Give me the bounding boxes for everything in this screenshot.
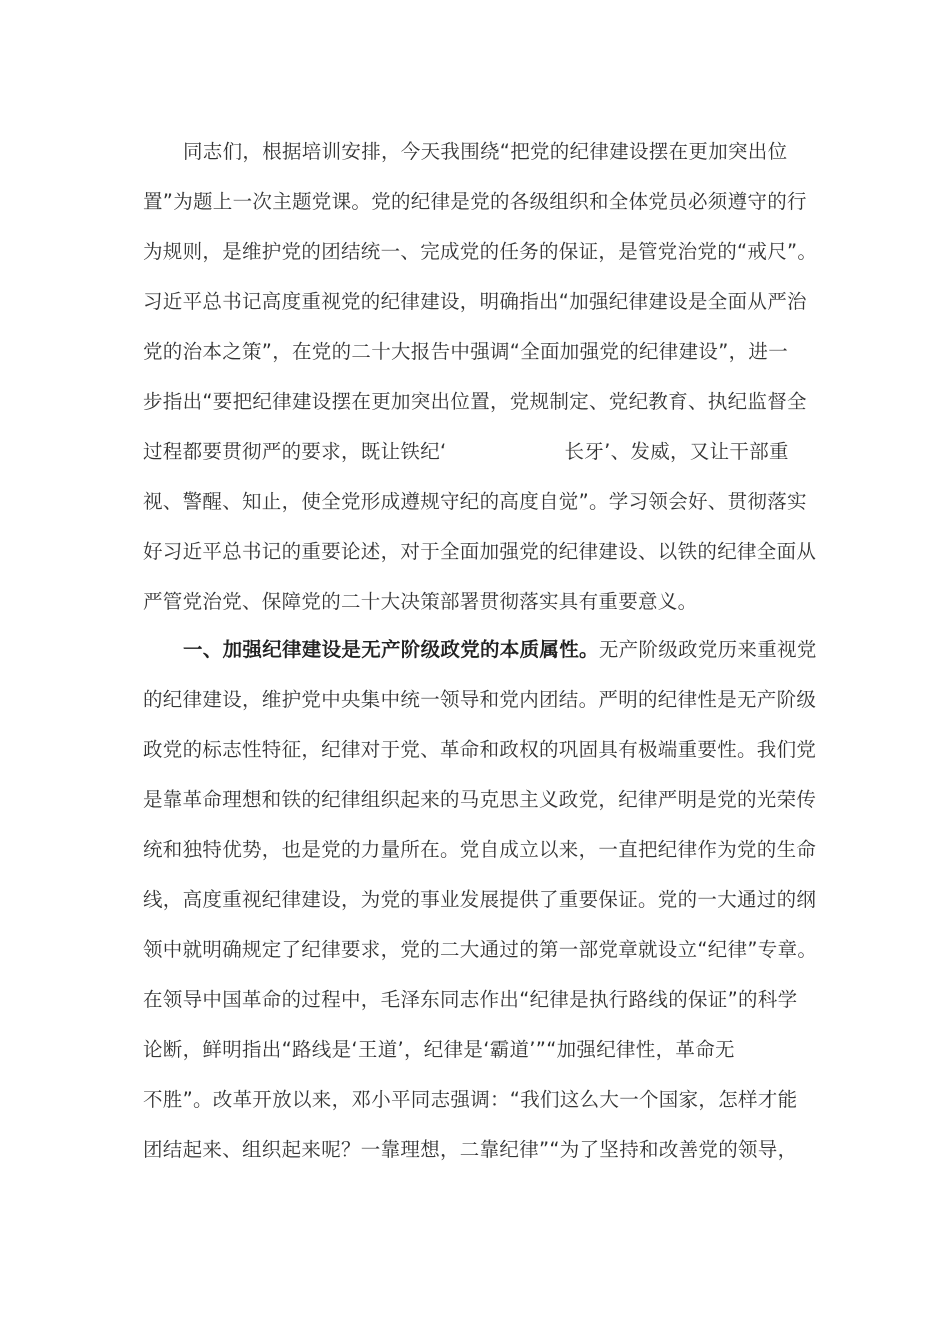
paragraph-section-one xyxy=(143,625,818,1175)
text-line xyxy=(143,427,808,477)
text-line: 线，高度重视纪律建设，为党的事业发展提供了重要保证。党的一大通过的纲 xyxy=(143,888,817,911)
text-line: 领中就明确规定了纪律要求，党的二大通过的第一部党章就设立“纪律”专章。 xyxy=(143,938,818,961)
text-segment: 长牙’、发威，又让干部重 xyxy=(564,440,789,463)
text-line: 政党的标志性特征，纪律对于党、革命和政权的巩固具有极端重要性。我们党 xyxy=(143,738,817,761)
text-line: 统和独特优势，也是党的力量所在。党自成立以来，一直把纪律作为党的生命 xyxy=(143,838,817,861)
text-segment: 无产阶级政党历来重视党 xyxy=(598,638,817,661)
text-segment: 过程都要贯彻严的要求，既让铁纪‘ xyxy=(143,440,447,463)
text-line: 在领导中国革命的过程中，毛泽东同志作出“纪律是执行路线的保证”的科学 xyxy=(143,988,798,1011)
text-line: 严管党治党、保障党的二十大决策部署贯彻落实具有重要意义。 xyxy=(143,590,698,613)
text-line: 的纪律建设，维护党中央集中统一领导和党内团结。严明的纪律性是无产阶级 xyxy=(143,688,817,711)
text-line: 同志们，根据培训安排，今天我围绕“把党的纪律建设摆在更加突出位 xyxy=(183,140,788,163)
text-line xyxy=(143,625,817,675)
text-line: 置”为题上一次主题党课。党的纪律是党的各级组织和全体党员必须遵守的行 xyxy=(143,190,807,213)
text-line: 党的治本之策”，在党的二十大报告中强调“全面加强党的纪律建设”，进一 xyxy=(143,340,789,363)
text-line: 好习近平总书记的重要论述，对于全面加强党的纪律建设、以铁的纪律全面从 xyxy=(143,540,817,563)
text-line: 步指出“要把纪律建设摆在更加突出位置，党规制定、党纪教育、执纪监督全 xyxy=(143,390,807,413)
text-line: 为规则，是维护党的团结统一、完成党的任务的保证，是管党治党的“戒尺”。 xyxy=(143,240,818,263)
text-line: 习近平总书记高度重视党的纪律建设，明确指出“加强纪律建设是全面从严治 xyxy=(143,290,807,313)
text-line: 团结起来、组织起来呢？一靠理想，二靠纪律”“为了坚持和改善党的领导， xyxy=(143,1138,798,1161)
text-line: 论断，鲜明指出“路线是‘王道’，纪律是‘霸道’”“加强纪律性，革命无 xyxy=(143,1038,735,1061)
text-line: 视、警醒、知止，使全党形成遵规守纪的高度自觉”。学习领会好、贯彻落实 xyxy=(143,490,807,513)
text-line: 不胜”。改革开放以来，邓小平同志强调：“我们这么大一个国家，怎样才能 xyxy=(143,1088,798,1111)
text-line: 是靠革命理想和铁的纪律组织起来的马克思主义政党，纪律严明是党的光荣传 xyxy=(143,788,817,811)
section-heading: 一、加强纪律建设是无产阶级政党的本质属性。 xyxy=(183,638,599,661)
paragraph-intro xyxy=(143,127,818,627)
